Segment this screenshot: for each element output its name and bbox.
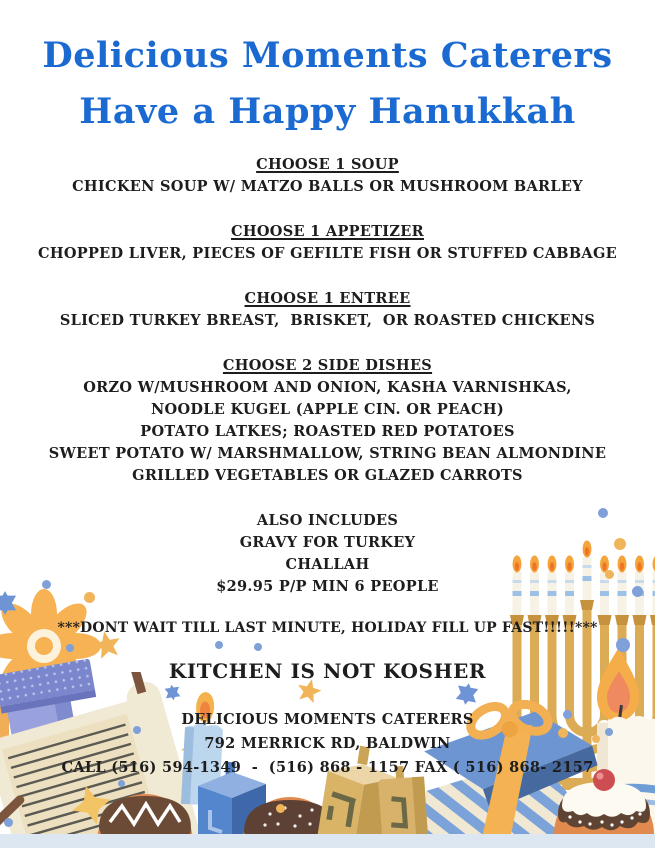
- menu-line: GRAVY FOR TURKEY: [239, 534, 416, 551]
- bottom-bar: [0, 834, 655, 848]
- menu-line: CHICKEN SOUP W/ MATZO BALLS OR MUSHROOM BARLEY: [72, 178, 583, 195]
- section-heading: CHOOSE 1 ENTREE: [244, 290, 411, 307]
- menu-section-sides: [0, 355, 655, 487]
- page-title: [0, 0, 655, 140]
- menu-line: ORZO W/MUSHROOM AND ONION, KASHA VARNISHKAS,: [83, 379, 572, 396]
- menu-section-soup: [0, 154, 655, 198]
- section-heading: ALSO INCLUDES: [256, 512, 399, 529]
- menu-line: CHALLAH: [285, 556, 370, 573]
- menu-line: GRILLED VEGETABLES OR GLAZED CARROTS: [132, 467, 523, 484]
- menu-section-appetizer: [0, 221, 655, 265]
- kosher-notice: KITCHEN IS NOT KOSHER: [168, 659, 487, 683]
- title-line-1: Delicious Moments Caterers: [42, 35, 613, 76]
- business-name: DELICIOUS MOMENTS CATERERS: [181, 711, 474, 728]
- menu-section-entree: [0, 288, 655, 332]
- footer: [0, 708, 655, 780]
- section-heading: CHOOSE 1 APPETIZER: [231, 223, 424, 240]
- section-heading: CHOOSE 1 SOUP: [256, 156, 399, 173]
- menu-line: SWEET POTATO W/ MARSHMALLOW, STRING BEAN ALMONDINE: [48, 445, 607, 462]
- menu-line: SLICED TURKEY BREAST, BRISKET, OR ROASTED CHICKENS: [59, 312, 596, 329]
- section-heading: CHOOSE 2 SIDE DISHES: [222, 357, 433, 374]
- menu-line: $29.95 P/P MIN 6 PEOPLE: [216, 578, 439, 595]
- menu-section-includes: [0, 510, 655, 598]
- title-line-2: Have a Happy Hanukkah: [79, 91, 576, 132]
- menu-line: POTATO LATKES; ROASTED RED POTATOES: [140, 423, 515, 440]
- menu-line: CHOPPED LIVER, PIECES OF GEFILTE FISH OR STUFFED CABBAGE: [38, 245, 617, 262]
- urgency-notice: ***DONT WAIT TILL LAST MINUTE, HOLIDAY FILL UP FAST!!!!!***: [57, 620, 598, 636]
- phone-numbers: CALL (516) 594-1349 - (516) 868 - 1157 FAX ( 516) 868- 2157: [61, 759, 594, 776]
- menu: [0, 154, 655, 598]
- address: 792 MERRICK RD, BALDWIN: [204, 735, 451, 752]
- menu-line: NOODLE KUGEL (APPLE CIN. OR PEACH): [151, 401, 504, 418]
